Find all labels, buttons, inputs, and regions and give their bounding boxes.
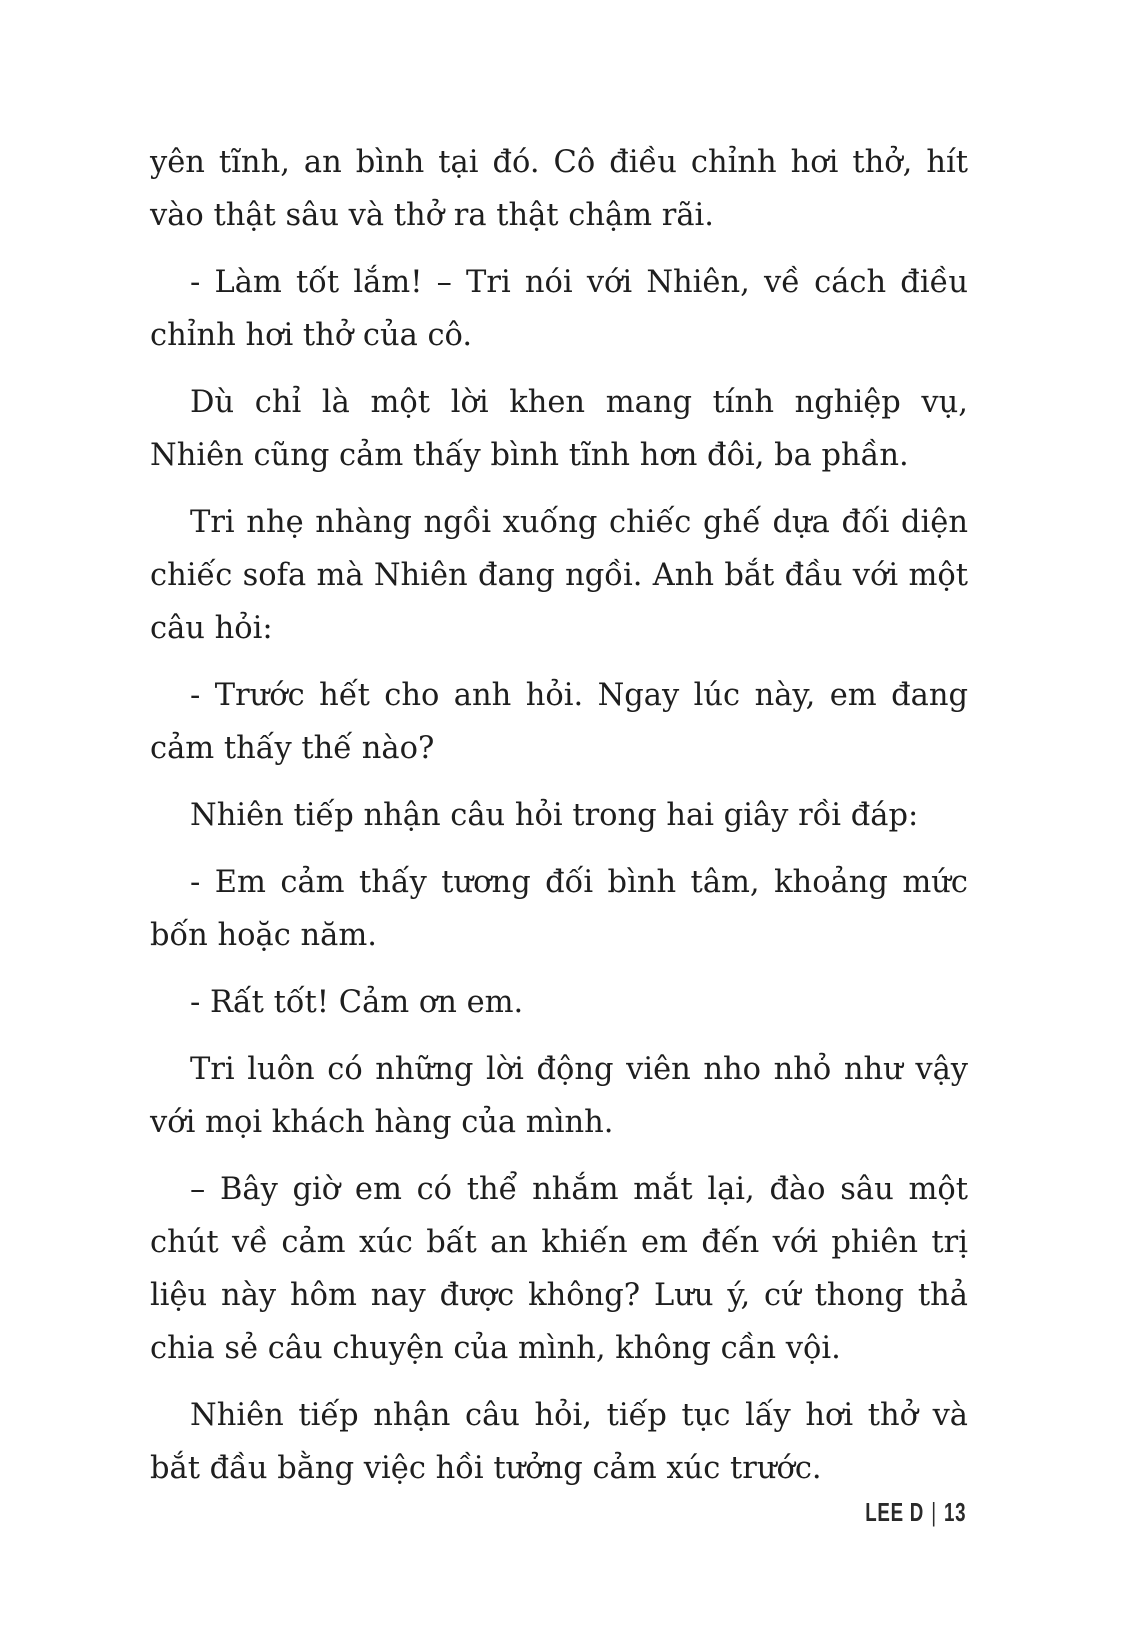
page-footer xyxy=(865,1497,966,1528)
paragraph-7: - Em cảm thấy tương đối bình tâm, khoảng mức bốn hoặc năm. xyxy=(150,865,968,953)
paragraph-3: Dù chỉ là một lời khen mang tính nghiệp vụ, Nhiên cũng cảm thấy bình tĩnh hơn đôi, ba phần. xyxy=(150,385,968,473)
paragraph-9: Tri luôn có những lời động viên nho nhỏ như vậy với mọi khách hàng của mình. xyxy=(150,1052,968,1140)
paragraph-10: – Bây giờ em có thể nhắm mắt lại, đào sâu một chút về cảm xúc bất an khiến em đến với phiên trị liệu này hôm nay được không? Lưu ý, cứ thong thả chia sẻ câu chuyện của mình, không cần vội. xyxy=(150,1172,968,1366)
paragraph-4: Tri nhẹ nhàng ngồi xuống chiếc ghế dựa đối diện chiếc sofa mà Nhiên đang ngồi. Anh bắt đầu với một câu hỏi: xyxy=(150,505,968,646)
paragraph-5: - Trước hết cho anh hỏi. Ngay lúc này, em đang cảm thấy thế nào? xyxy=(150,678,968,766)
page-number: 13 xyxy=(943,1497,966,1527)
footer-author: LEE D xyxy=(865,1497,924,1527)
footer-separator: | xyxy=(930,1497,937,1527)
paragraph-6: Nhiên tiếp nhận câu hỏi trong hai giây rồi đáp: xyxy=(190,798,919,833)
paragraph-2: - Làm tốt lắm! – Tri nói với Nhiên, về cách điều chỉnh hơi thở của cô. xyxy=(150,265,968,353)
body-text xyxy=(150,136,968,1509)
paragraph-1: yên tĩnh, an bình tại đó. Cô điều chỉnh hơi thở, hít vào thật sâu và thở ra thật chậm rãi. xyxy=(150,145,968,233)
paragraph-8: - Rất tốt! Cảm ơn em. xyxy=(190,985,524,1020)
paragraph-11: Nhiên tiếp nhận câu hỏi, tiếp tục lấy hơi thở và bắt đầu bằng việc hồi tưởng cảm xúc trước. xyxy=(150,1398,968,1486)
